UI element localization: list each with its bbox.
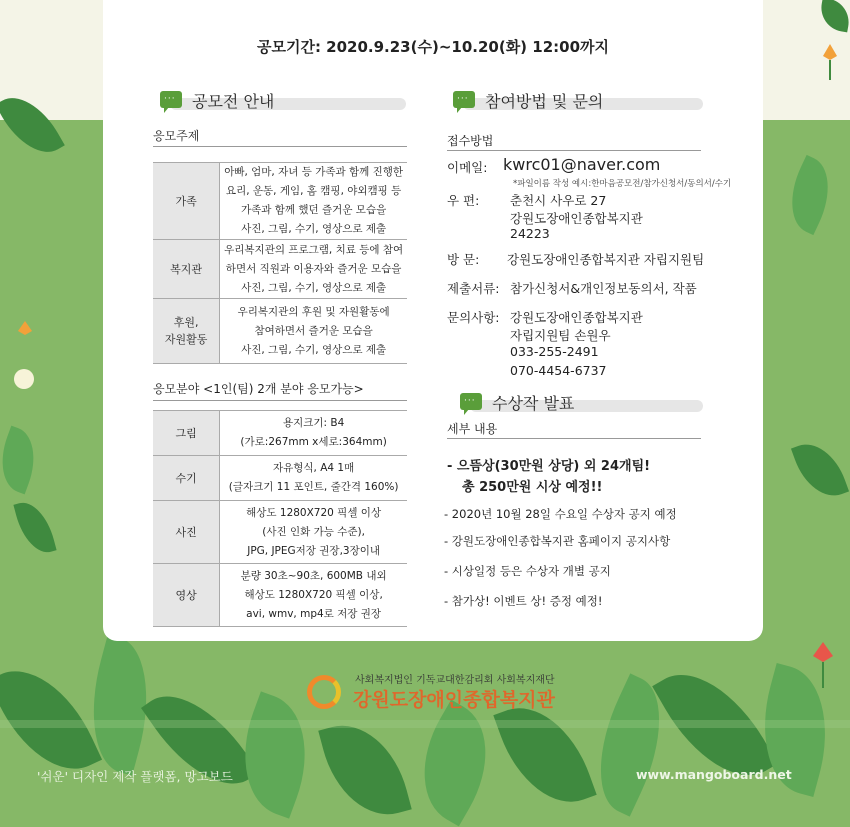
award-total: 총 250만원 시상 예정!! bbox=[462, 480, 603, 495]
award-note: - 강원도장애인종합복지관 홈페이지 공지사항 bbox=[444, 534, 671, 548]
footer-url[interactable]: www.mangoboard.net bbox=[636, 767, 792, 782]
cell-line: avi, wmv, mp4로 저장 권장 bbox=[246, 607, 382, 620]
cell-line: (가로:267mm x세로:364mm) bbox=[240, 436, 387, 448]
table-row bbox=[153, 501, 407, 564]
contact-line: 강원도장애인종합복지관 bbox=[510, 310, 643, 325]
logo-org-name: 사회복지법인 기독교대한감리회 사회복지재단 bbox=[355, 675, 555, 686]
post-label: 우 편: bbox=[447, 193, 480, 208]
email-note: *파일이름 작성 예시:한마음공모전/참가신청서/동의서/수기 bbox=[513, 179, 732, 189]
section-title: 수상작 발표 bbox=[492, 394, 575, 413]
cell-line: 요리, 운동, 게임, 홈 캠핑, 야외캠핑 등 bbox=[225, 185, 402, 197]
contact-phone: 070-4454-6737 bbox=[510, 363, 607, 378]
category-cell: 그림 bbox=[153, 411, 220, 456]
cell-line: 우리복지관의 프로그램, 치료 등에 참여 bbox=[224, 243, 404, 256]
cell-line: (글자크기 11 포인트, 줄간격 160%) bbox=[228, 481, 399, 493]
cell-line: 해상도 1280X720 픽셀 이상 bbox=[246, 506, 382, 519]
detail-label: 세부 내용 bbox=[447, 422, 498, 436]
cell-line: 사진, 그림, 수기, 영상으로 제출 bbox=[241, 343, 387, 356]
speech-bubble-icon: ··· bbox=[160, 91, 182, 108]
visit-label: 방 문: bbox=[447, 252, 480, 267]
cell-line: 사진, 그림, 수기, 영상으로 제출 bbox=[241, 281, 387, 294]
category-cell: 영상 bbox=[153, 564, 220, 627]
contact-label: 문의사항: bbox=[447, 310, 500, 325]
award-headline: - 으뜸상(30만원 상당) 외 24개팀! bbox=[447, 459, 651, 474]
section-header-contest-info bbox=[160, 91, 410, 111]
info-card bbox=[103, 0, 763, 641]
category-cell: 복지관 bbox=[153, 240, 220, 299]
section-header-how-to-apply bbox=[453, 91, 703, 111]
docs-label: 제출서류: bbox=[447, 281, 500, 296]
cell-line: 우리복지관의 후원 및 자원활동에 bbox=[237, 305, 390, 318]
flower-icon bbox=[805, 638, 841, 688]
flower-icon bbox=[10, 365, 38, 395]
contest-period: 공모기간: 2020.9.23(수)~10.20(화) 12:00까지 bbox=[256, 38, 609, 56]
divider bbox=[153, 146, 407, 147]
logo-name: 강원도장애인종합복지관 bbox=[353, 689, 555, 711]
cell-line: 아빠, 엄마, 자녀 등 가족과 함께 진행한 bbox=[224, 166, 404, 178]
divider bbox=[447, 150, 701, 151]
cell-line: 자유형식, A4 1매 bbox=[272, 462, 355, 474]
docs-value: 참가신청서&개인정보동의서, 작품 bbox=[510, 281, 697, 296]
email-label: 이메일: bbox=[447, 160, 488, 175]
email-address[interactable]: kwrc01@naver.com bbox=[503, 155, 661, 174]
table-row bbox=[153, 411, 407, 456]
cell-line: 가족과 함께 했던 즐거운 모습을 bbox=[241, 204, 387, 216]
category-cell: 가족 bbox=[153, 163, 220, 240]
table-row bbox=[153, 240, 407, 299]
flower-icon bbox=[815, 40, 845, 80]
field-label: 응모분야 <1인(팀) 2개 분야 응모가능> bbox=[153, 382, 364, 396]
organization-logo bbox=[307, 667, 567, 717]
table-row bbox=[153, 564, 407, 627]
visit-value: 강원도장애인종합복지관 자립지원팀 bbox=[507, 252, 705, 267]
cell-line: 용지크기: B4 bbox=[282, 417, 345, 429]
post-address-line: 춘천시 사우로 27 bbox=[510, 193, 607, 208]
award-note: - 2020년 10월 28일 수요일 수상자 공지 예정 bbox=[444, 507, 677, 521]
post-address-line: 24223 bbox=[510, 226, 550, 241]
field-table bbox=[153, 410, 407, 627]
cell-line: 하면서 직원과 이용자와 즐거운 모습을 bbox=[225, 262, 402, 275]
cell-line: 분량 30초~90초, 600MB 내외 bbox=[240, 569, 387, 582]
cell-line: 참여하면서 즐거운 모습을 bbox=[254, 324, 373, 337]
cell-line: JPG, JPEG저장 권장,3장이내 bbox=[247, 544, 381, 557]
award-note: - 참가상! 이벤트 상! 증정 예정! bbox=[444, 594, 603, 608]
table-row bbox=[153, 299, 407, 364]
award-note: - 시상일정 등은 수상자 개별 공지 bbox=[444, 564, 611, 578]
cell-line: 사진, 그림, 수기, 영상으로 제출 bbox=[241, 223, 387, 235]
cell-line: 해상도 1280X720 픽셀 이상, bbox=[244, 588, 383, 601]
category-cell: 후원, 자원활동 bbox=[153, 299, 220, 364]
flower-icon bbox=[12, 318, 38, 348]
contact-phone: 033-255-2491 bbox=[510, 344, 599, 359]
section-title: 참여방법 및 문의 bbox=[485, 92, 604, 111]
logo-mark-icon bbox=[307, 675, 341, 709]
category-cell: 수기 bbox=[153, 456, 220, 501]
table-row bbox=[153, 163, 407, 240]
contact-line: 자립지원팀 손원우 bbox=[510, 328, 611, 343]
topic-label: 응모주제 bbox=[153, 129, 200, 143]
receipt-label: 접수방법 bbox=[447, 134, 494, 148]
speech-bubble-icon: ··· bbox=[460, 393, 482, 410]
footer-credit: '쉬운' 디자인 제작 플랫폼, 망고보드 bbox=[37, 769, 233, 784]
section-header-award bbox=[460, 393, 703, 413]
cell-line: (사진 인화 가능 수준), bbox=[262, 525, 365, 538]
divider bbox=[447, 438, 701, 439]
category-cell: 사진 bbox=[153, 501, 220, 564]
divider bbox=[153, 400, 407, 401]
topic-table bbox=[153, 162, 407, 364]
section-title: 공모전 안내 bbox=[192, 92, 275, 111]
speech-bubble-icon: ··· bbox=[453, 91, 475, 108]
post-address-line: 강원도장애인종합복지관 bbox=[510, 211, 643, 226]
table-row bbox=[153, 456, 407, 501]
